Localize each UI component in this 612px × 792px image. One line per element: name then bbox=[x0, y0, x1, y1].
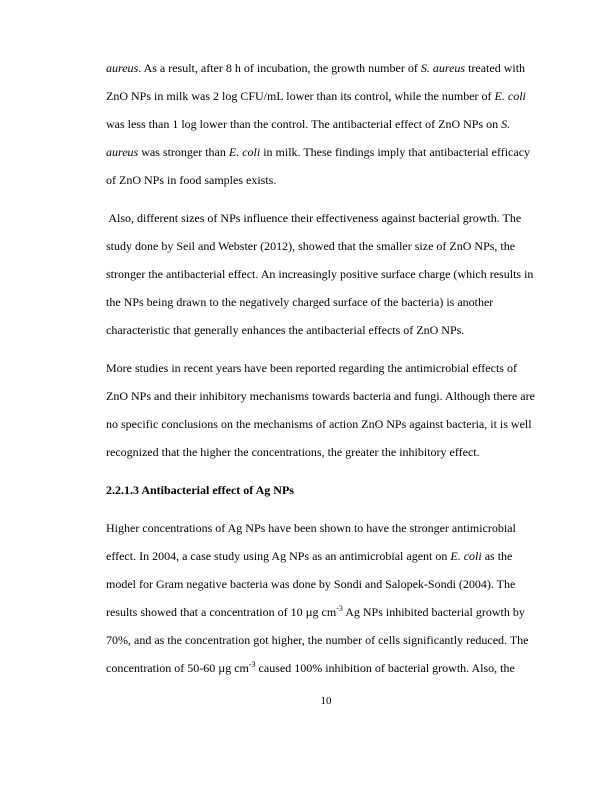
text-segment: model for Gram negative bacteria was done by Sondi and Salopek-Sondi (2004). The bbox=[106, 577, 516, 591]
text-segment: E. coli bbox=[494, 89, 526, 103]
text-segment: Higher concentrations of Ag NPs have been shown to have the stronger antimicrobial bbox=[106, 521, 516, 535]
text-segment: E. coli bbox=[450, 549, 482, 563]
text-segment: -3 bbox=[336, 604, 343, 613]
text-line bbox=[106, 542, 546, 570]
text-segment: caused 100% inhibition of bacterial growth. Also, the bbox=[255, 661, 515, 675]
text-segment: in milk. These findings imply that antibacterial efficacy bbox=[260, 145, 531, 159]
text-line bbox=[106, 232, 546, 260]
text-line bbox=[106, 438, 546, 466]
text-segment: stronger the antibacterial effect. An increasingly positive surface charge (which results in bbox=[106, 267, 534, 281]
text-line bbox=[106, 288, 546, 316]
text-segment: More studies in recent years have been reported regarding the antimicrobial effects of bbox=[106, 361, 517, 375]
page-number: 10 bbox=[320, 695, 332, 707]
text-segment: results showed that a concentration of 10 µg cm bbox=[106, 605, 337, 619]
text-segment: ZnO NPs in milk was 2 log CFU/mL lower than its control, while the number of bbox=[106, 89, 495, 103]
text-line bbox=[106, 382, 546, 410]
page-body bbox=[106, 54, 546, 682]
text-segment: treated with bbox=[465, 61, 526, 75]
text-line bbox=[106, 410, 546, 438]
text-segment: aureus bbox=[106, 145, 139, 159]
text-line bbox=[106, 354, 546, 382]
text-line bbox=[106, 110, 546, 138]
text-segment: 70%, and as the concentration got higher, the number of cells significantly reduced. The bbox=[106, 633, 529, 647]
text-segment: S. aureus bbox=[420, 61, 466, 75]
text-line bbox=[106, 476, 546, 504]
text-segment: recognized that the higher the concentrations, the greater the inhibitory effect. bbox=[106, 445, 480, 459]
text-segment: was less than 1 log lower than the control. The antibacterial effect of ZnO NPs on bbox=[106, 117, 502, 131]
text-line bbox=[106, 626, 546, 654]
text-segment: as the bbox=[481, 549, 513, 563]
text-segment: was stronger than bbox=[138, 145, 229, 159]
paragraph bbox=[106, 354, 546, 466]
text-segment: the NPs being drawn to the negatively charged surface of the bacteria) is another bbox=[106, 295, 494, 309]
text-line bbox=[106, 316, 546, 344]
text-line bbox=[106, 514, 546, 542]
text-segment: Ag NPs inhibited bacterial growth by bbox=[342, 605, 525, 619]
text-line bbox=[106, 82, 546, 110]
text-segment: . As a result, after 8 h of incubation, the growth number of bbox=[138, 61, 421, 75]
text-segment: no specific conclusions on the mechanisms of action ZnO NPs against bacteria, it is well bbox=[106, 417, 532, 431]
text-segment: concentration of 50-60 µg cm bbox=[106, 661, 249, 675]
paragraph bbox=[106, 204, 546, 344]
text-segment: characteristic that generally enhances the antibacterial effects of ZnO NPs. bbox=[106, 323, 465, 337]
text-line bbox=[106, 260, 546, 288]
text-segment: ZnO NPs and their inhibitory mechanisms towards bacteria and fungi. Although there are bbox=[106, 389, 535, 403]
text-line bbox=[106, 598, 546, 626]
text-line bbox=[106, 54, 546, 82]
paragraph bbox=[106, 514, 546, 682]
text-segment: effect. In 2004, a case study using Ag NPs as an antimicrobial agent on bbox=[106, 549, 451, 563]
text-line bbox=[106, 204, 546, 232]
text-segment: E. coli bbox=[228, 145, 261, 159]
text-line bbox=[106, 166, 546, 194]
text-segment: of ZnO NPs in food samples exists. bbox=[106, 173, 277, 187]
text-segment: study done by Seil and Webster (2012), showed that the smaller size of ZnO NPs, the bbox=[106, 239, 516, 253]
text-segment: -3 bbox=[248, 660, 256, 669]
text-segment: Also, different sizes of NPs influence their effectiveness against bacterial growth. The bbox=[106, 211, 522, 225]
text-line bbox=[106, 654, 546, 682]
text-line bbox=[106, 138, 546, 166]
text-segment: S. bbox=[501, 117, 511, 131]
text-segment: aureus bbox=[106, 61, 139, 75]
text-segment: 2.2.1.3 Antibacterial effect of Ag NPs bbox=[106, 483, 294, 497]
section-heading bbox=[106, 476, 546, 504]
text-line bbox=[106, 570, 546, 598]
paragraph bbox=[106, 54, 546, 194]
